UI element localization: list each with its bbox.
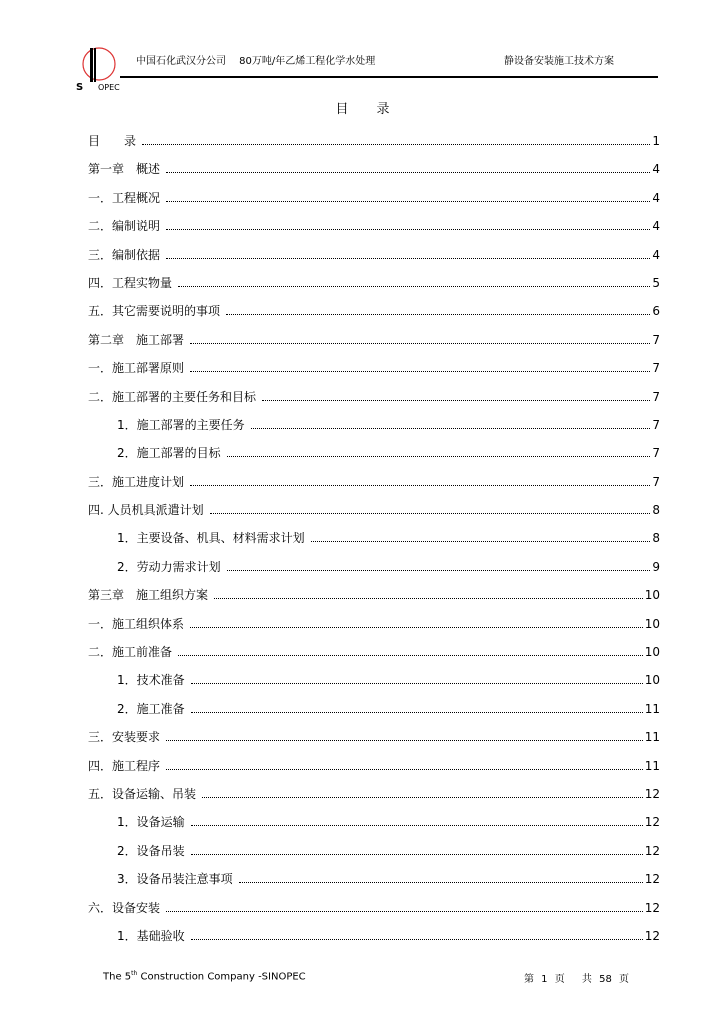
toc-leader [190, 371, 650, 372]
header-divider [120, 76, 658, 78]
toc-entry-page: 4 [652, 190, 660, 205]
toc-entry[interactable] [88, 217, 660, 245]
toc-entry-title: 三．编制依据 [88, 247, 161, 262]
toc-entry-page: 4 [652, 219, 660, 234]
toc-entry-page: 10 [644, 588, 660, 603]
toc-entry-title: 2．设备吊装 [117, 843, 185, 858]
toc-entry-title: 二．施工部署的主要任务和目标 [88, 389, 257, 404]
toc-entry[interactable] [88, 615, 660, 643]
toc-leader [166, 201, 650, 202]
toc-leader [190, 343, 650, 344]
footer-company [103, 970, 306, 982]
toc-entry[interactable] [88, 302, 660, 330]
toc-entry-page: 10 [644, 673, 660, 688]
toc-entry[interactable] [88, 444, 660, 472]
toc-leader [166, 172, 650, 173]
toc-entry-page: 12 [644, 843, 660, 858]
toc-leader [178, 286, 650, 287]
toc-entry-page: 12 [644, 928, 660, 943]
toc-entry-page: 12 [644, 815, 660, 830]
toc-entry[interactable] [88, 416, 660, 444]
toc-entry[interactable] [88, 501, 660, 529]
toc-entry-title: 1．施工部署的主要任务 [117, 417, 245, 432]
toc-entry-title: 二．施工前准备 [88, 645, 173, 660]
toc-leader [214, 598, 643, 599]
toc-entry-title: 1．技术准备 [117, 673, 185, 688]
toc-entry-title: 2．施工准备 [117, 701, 185, 716]
page-title: 目录 [335, 102, 418, 117]
toc-entry[interactable] [88, 359, 660, 387]
toc-entry-page: 12 [644, 786, 660, 801]
toc-entry[interactable] [88, 899, 660, 927]
toc-entry[interactable] [88, 700, 660, 728]
toc-entry-title: 三．安装要求 [88, 730, 161, 745]
toc-entry[interactable] [88, 757, 660, 785]
toc-entry[interactable] [88, 813, 660, 841]
toc-entry-page: 7 [652, 332, 660, 347]
toc-entry-page: 7 [652, 417, 660, 432]
toc-entry-title: 六．设备安装 [88, 900, 161, 915]
toc-entry-page: 12 [644, 872, 660, 887]
svg-text:S: S [76, 82, 84, 92]
toc-entry-title: 一．施工组织体系 [88, 616, 185, 631]
toc-entry-page: 8 [652, 531, 660, 546]
toc-entry-page: 5 [652, 275, 660, 290]
toc-entry[interactable] [88, 274, 660, 302]
toc-leader [226, 314, 650, 315]
toc-entry[interactable] [88, 331, 660, 359]
table-of-contents [88, 132, 660, 955]
toc-entry-page: 11 [644, 730, 660, 745]
toc-entry-title: 四．工程实物量 [88, 275, 173, 290]
toc-entry-title: 一．施工部署原则 [88, 361, 185, 376]
toc-entry-title: 五．其它需要说明的事项 [88, 304, 221, 319]
header-doc-title: 静设备安装施工技术方案 [504, 56, 614, 67]
toc-entry-page: 7 [652, 474, 660, 489]
toc-entry-page: 10 [644, 616, 660, 631]
svg-text:OPEC: OPEC [98, 83, 120, 92]
toc-entry-title: 五．设备运输、吊装 [88, 786, 197, 801]
toc-entry-title: 四. 人员机具派遣计划 [88, 503, 204, 518]
toc-leader [191, 683, 643, 684]
toc-entry[interactable] [88, 643, 660, 671]
toc-entry-page: 4 [652, 247, 660, 262]
toc-leader [178, 655, 643, 656]
toc-entry-page: 7 [652, 389, 660, 404]
toc-entry-page: 11 [644, 701, 660, 716]
toc-leader [202, 797, 643, 798]
toc-entry-title: 2．劳动力需求计划 [117, 559, 221, 574]
toc-leader [251, 428, 650, 429]
toc-entry-page: 12 [644, 900, 660, 915]
toc-entry-page: 11 [644, 758, 660, 773]
toc-leader [227, 570, 650, 571]
toc-entry-title: 目 录 [88, 134, 137, 148]
toc-entry-title: 第三章 施工组织方案 [88, 588, 209, 603]
toc-entry[interactable] [88, 160, 660, 188]
toc-entry[interactable] [88, 671, 660, 699]
toc-leader [166, 229, 650, 230]
toc-entry[interactable] [88, 558, 660, 586]
toc-entry[interactable] [88, 586, 660, 614]
toc-leader [262, 400, 650, 401]
toc-leader [239, 882, 643, 883]
toc-entry-title: 1．基础验收 [117, 928, 185, 943]
toc-leader [190, 485, 650, 486]
toc-entry[interactable] [88, 870, 660, 898]
toc-leader [166, 740, 643, 741]
toc-entry[interactable] [88, 728, 660, 756]
toc-leader [191, 712, 643, 713]
toc-entry-title: 2．施工部署的目标 [117, 446, 221, 461]
toc-entry-page: 1 [652, 134, 660, 148]
sinopec-logo [76, 44, 122, 92]
toc-entry-page: 7 [652, 446, 660, 461]
toc-entry-page: 9 [652, 559, 660, 574]
toc-entry-title: 3．设备吊装注意事项 [117, 872, 233, 887]
toc-entry[interactable] [88, 132, 660, 160]
toc-entry[interactable] [88, 785, 660, 813]
toc-leader [227, 456, 650, 457]
footer-company-post: Construction Company -SINOPEC [137, 971, 306, 983]
toc-entry-title: 1．设备运输 [117, 815, 185, 830]
toc-entry-title: 第一章 概述 [88, 162, 161, 177]
toc-entry[interactable] [88, 473, 660, 501]
toc-entry-title: 三．施工进度计划 [88, 474, 185, 489]
toc-entry[interactable] [88, 529, 660, 557]
toc-leader [191, 854, 643, 855]
toc-entry[interactable] [88, 388, 660, 416]
toc-entry-page: 6 [652, 304, 660, 319]
toc-leader [210, 513, 650, 514]
footer-company-pre: The 5 [103, 971, 132, 983]
toc-entry-title: 二．编制说明 [88, 219, 161, 234]
header-company: 中国石化武汉分公司 80万吨/年乙烯工程化学水处理 [136, 56, 376, 67]
toc-entry-page: 7 [652, 361, 660, 376]
toc-leader [142, 144, 650, 145]
toc-leader [166, 911, 643, 912]
toc-entry-page: 4 [652, 162, 660, 177]
toc-entry-title: 一．工程概况 [88, 190, 161, 205]
toc-leader [166, 769, 643, 770]
toc-entry-page: 8 [652, 503, 660, 518]
footer-page-info: 第 1 页 共 58 页 [524, 974, 629, 985]
footer-company-sup: th [131, 970, 138, 977]
toc-entry[interactable] [88, 927, 660, 955]
toc-leader [166, 258, 650, 259]
toc-entry-title: 四．施工程序 [88, 758, 161, 773]
toc-entry[interactable] [88, 246, 660, 274]
toc-leader [190, 627, 643, 628]
toc-entry-title: 第二章 施工部署 [88, 332, 185, 347]
toc-entry-page: 10 [644, 645, 660, 660]
toc-leader [191, 825, 643, 826]
toc-entry-title: 1．主要设备、机具、材料需求计划 [117, 531, 305, 546]
toc-leader [191, 939, 643, 940]
toc-entry[interactable] [88, 189, 660, 217]
toc-leader [311, 541, 650, 542]
toc-entry[interactable] [88, 842, 660, 870]
